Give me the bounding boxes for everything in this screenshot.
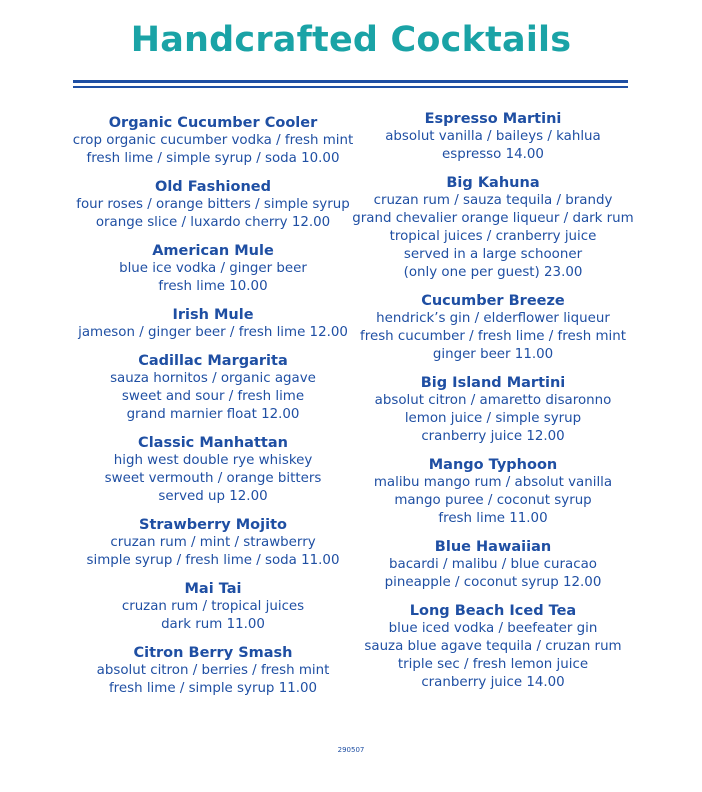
cocktail-description-line: crop organic cucumber vodka / fresh mint <box>72 133 354 148</box>
cocktail-description-line: dark rum 11.00 <box>161 617 265 632</box>
cocktail-description-line: lemon juice / simple syrup <box>404 411 582 426</box>
cocktail-name: Cadillac Margarita <box>138 353 288 369</box>
cocktail-name: Cucumber Breeze <box>421 293 565 309</box>
cocktail-item <box>348 374 638 446</box>
cocktail-description-line: absolut citron / amaretto disaronno <box>374 393 612 408</box>
cocktail-description-line: cruzan rum / tropical juices <box>121 599 305 614</box>
cocktail-name: Mango Typhoon <box>428 457 558 473</box>
cocktail-description-line: jameson / ginger beer / fresh lime 12.00 <box>78 325 348 340</box>
cocktail-description-line: cruzan rum / mint / strawberry <box>110 535 316 550</box>
cocktail-item <box>348 538 638 592</box>
cocktail-description-line: bacardi / malibu / blue curacao <box>388 557 597 572</box>
cocktail-item <box>68 644 358 698</box>
cocktail-description-line: four roses / orange bitters / simple syrup <box>76 197 350 212</box>
title-divider-bottom <box>73 86 628 88</box>
cocktail-item <box>348 174 638 282</box>
cocktail-name: Citron Berry Smash <box>133 645 293 661</box>
cocktail-description-line: sweet vermouth / orange bitters <box>104 471 322 486</box>
cocktail-description-line: absolut vanilla / baileys / kahlua <box>385 129 601 144</box>
cocktail-description-line: pineapple / coconut syrup 12.00 <box>384 575 602 590</box>
menu-code: 290507 <box>337 746 365 754</box>
cocktail-name: Mai Tai <box>184 581 242 597</box>
left-menu-column <box>68 114 358 708</box>
cocktail-name: Blue Hawaiian <box>434 539 552 555</box>
cocktail-description-line: blue iced vodka / beefeater gin <box>388 621 598 636</box>
cocktail-description-line: served up 12.00 <box>158 489 268 504</box>
cocktail-description-line: fresh lime 11.00 <box>438 511 548 526</box>
cocktail-description-line: fresh cucumber / fresh lime / fresh mint <box>360 329 626 344</box>
cocktail-description-line: absolut citron / berries / fresh mint <box>96 663 330 678</box>
cocktail-name: Strawberry Mojito <box>139 517 287 533</box>
cocktail-name: Espresso Martini <box>424 111 562 127</box>
cocktail-item <box>68 306 358 342</box>
cocktail-description-line: (only one per guest) 23.00 <box>403 265 583 280</box>
cocktail-description-line: sauza blue agave tequila / cruzan rum <box>364 639 622 654</box>
cocktail-description-line: triple sec / fresh lemon juice <box>397 657 589 672</box>
title-divider-top <box>73 80 628 83</box>
right-menu-column <box>348 110 638 702</box>
cocktail-description-line: simple syrup / fresh lime / soda 11.00 <box>86 553 340 568</box>
cocktail-description-line: malibu mango rum / absolut vanilla <box>373 475 613 490</box>
cocktail-description-line: espresso 14.00 <box>442 147 544 162</box>
cocktail-description-line: cranberry juice 12.00 <box>421 429 565 444</box>
cocktail-item <box>68 516 358 570</box>
cocktail-description-line: sauza hornitos / organic agave <box>110 371 316 386</box>
cocktail-item <box>348 110 638 164</box>
cocktail-description-line: grand chevalier orange liqueur / dark rum <box>352 211 634 226</box>
cocktail-name: Long Beach Iced Tea <box>409 603 577 619</box>
cocktail-name: Big Kahuna <box>446 175 540 191</box>
cocktail-item <box>68 178 358 232</box>
cocktail-description-line: fresh lime 10.00 <box>158 279 268 294</box>
cocktail-description-line: hendrick’s gin / elderflower liqueur <box>376 311 610 326</box>
cocktail-description-line: served in a large schooner <box>403 247 583 262</box>
cocktail-description-line: cranberry juice 14.00 <box>421 675 565 690</box>
cocktail-description-line: ginger beer 11.00 <box>432 347 554 362</box>
menu-title: Handcrafted Cocktails <box>130 20 572 60</box>
cocktail-description-line: cruzan rum / sauza tequila / brandy <box>373 193 613 208</box>
cocktail-item <box>348 602 638 692</box>
cocktail-name: Irish Mule <box>172 307 254 323</box>
cocktail-description-line: orange slice / luxardo cherry 12.00 <box>95 215 331 230</box>
cocktail-description-line: mango puree / coconut syrup <box>394 493 592 508</box>
cocktail-name: American Mule <box>152 243 274 259</box>
cocktail-name: Big Island Martini <box>420 375 566 391</box>
cocktail-name: Organic Cucumber Cooler <box>108 115 318 131</box>
cocktail-item <box>348 456 638 528</box>
cocktail-item <box>68 352 358 424</box>
cocktail-name: Classic Manhattan <box>138 435 288 451</box>
cocktail-item <box>68 580 358 634</box>
cocktail-item <box>68 434 358 506</box>
cocktail-item <box>68 114 358 168</box>
cocktail-description-line: tropical juices / cranberry juice <box>389 229 597 244</box>
cocktail-description-line: blue ice vodka / ginger beer <box>119 261 307 276</box>
cocktail-item <box>348 292 638 364</box>
cocktail-item <box>68 242 358 296</box>
cocktail-description-line: high west double rye whiskey <box>113 453 313 468</box>
cocktail-name: Old Fashioned <box>155 179 271 195</box>
cocktail-description-line: sweet and sour / fresh lime <box>121 389 305 404</box>
cocktail-description-line: fresh lime / simple syrup / soda 10.00 <box>86 151 340 166</box>
cocktail-description-line: grand marnier float 12.00 <box>126 407 300 422</box>
cocktail-description-line: fresh lime / simple syrup 11.00 <box>108 681 318 696</box>
